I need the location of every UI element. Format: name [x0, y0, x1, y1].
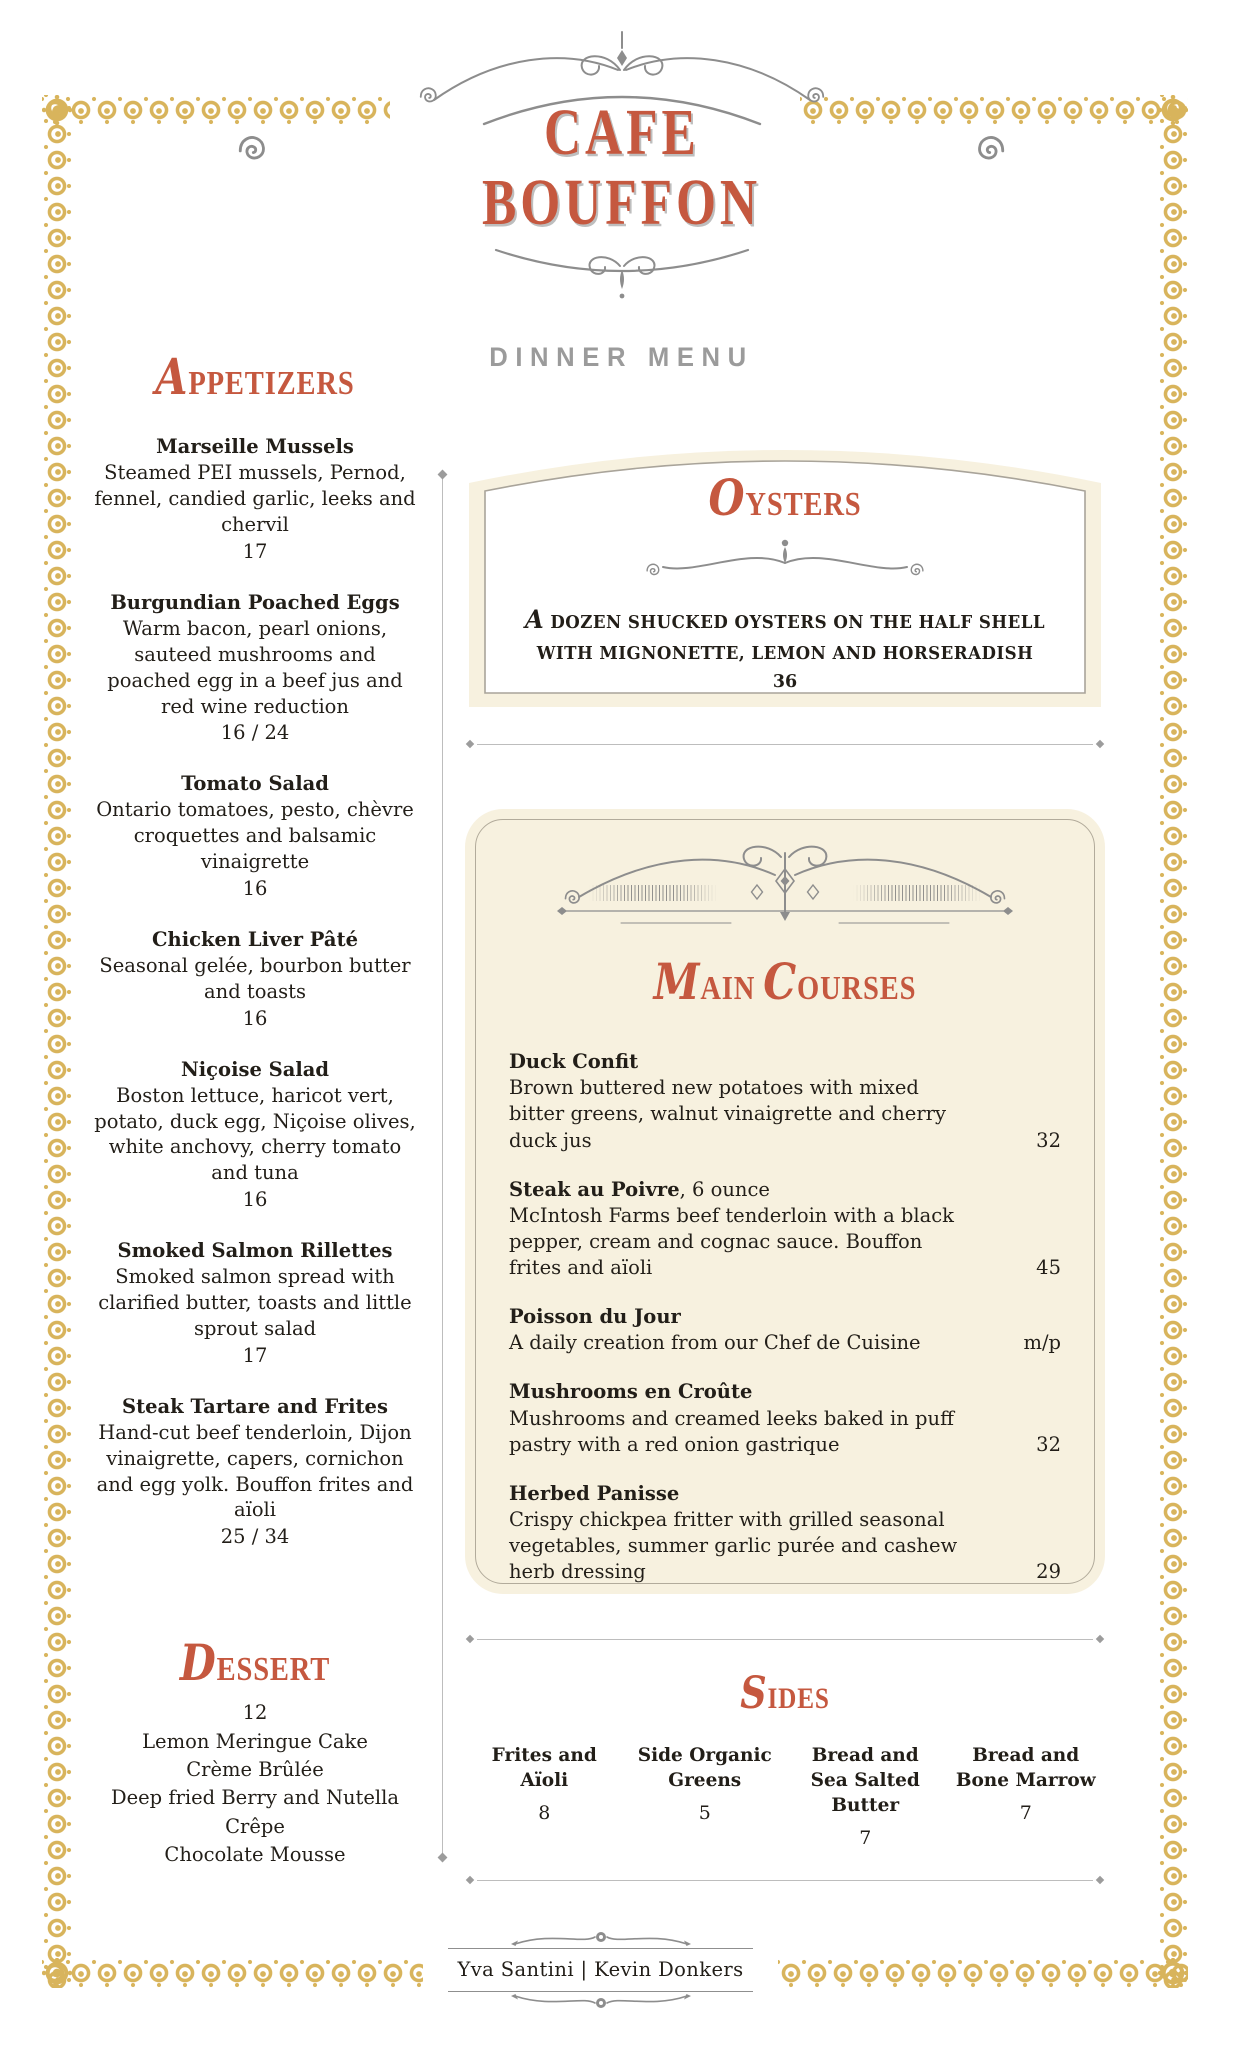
item-description: Mushrooms and creamed leeks baked in puff pastry with a red onion gastrique [509, 1406, 954, 1456]
right-scroll-icon [973, 131, 1007, 165]
item-price: 45 [1036, 1256, 1061, 1280]
dessert-list [90, 1728, 420, 1870]
main-course-item [509, 1304, 1061, 1356]
item-description: Brown buttered new potatoes with mixed bitter greens, walnut vinaigrette and cherry duck jus [509, 1076, 946, 1152]
footer-credits [448, 1928, 753, 2012]
item-description: McIntosh Farms beef tenderloin with a black pepper, cream and cognac sauce. Bouffon frites and aïoli [509, 1203, 954, 1280]
item-name: Steak Tartare and Frites [122, 1394, 388, 1418]
menu-title: DINNER MENU [489, 342, 754, 372]
item-price: 7 [1019, 1801, 1032, 1824]
item-description: Ontario tomatoes, pesto, chèvre croquettes and balsamic vinaigrette [96, 798, 414, 874]
item-name: Bread and Sea Salted Butter [810, 1744, 920, 1816]
chef-names: Yva Santini | Kevin Donkers [457, 1958, 744, 1981]
appetizer-item [90, 1238, 420, 1369]
dessert-price: 12 [242, 1700, 268, 1724]
item-name: Herbed Panisse [509, 1481, 680, 1505]
item-name: Poisson du Jour [509, 1305, 681, 1329]
item-description: Boston lettuce, haricot vert, potato, duck egg, Niçoise olives, white anchovy, cherry tomato and tuna [94, 1083, 416, 1185]
appetizer-item [90, 927, 420, 1032]
side-item [632, 1744, 779, 1852]
side-item [792, 1744, 939, 1852]
left-scroll-icon [236, 131, 270, 165]
main-course-item [509, 1177, 1061, 1282]
item-price: 7 [859, 1826, 872, 1849]
item-description: Hand-cut beef tenderloin, Dijon vinaigrette, capers, cornichon and egg yolk. Bouffon frites and aïoli [96, 1420, 414, 1522]
appetizer-item [90, 590, 420, 747]
footer-flourish-bottom-icon [501, 1992, 701, 2012]
item-price: 16 [242, 1188, 268, 1212]
oysters-panel [465, 427, 1105, 707]
header [0, 26, 1243, 373]
dessert-item: Chocolate Mousse [164, 1843, 346, 1867]
side-item [471, 1744, 618, 1852]
item-price: 5 [698, 1801, 711, 1824]
item-name: Niçoise Salad [180, 1057, 330, 1081]
oysters-description-line1: A DOZEN SHUCKED OYSTERS ON THE HALF SHELL [524, 604, 1046, 635]
item-description: A daily creation from our Chef de Cuisine [509, 1331, 921, 1355]
item-price: 16 [242, 877, 268, 901]
main-courses-flourish-icon [535, 835, 1035, 935]
section-divider [467, 1877, 1103, 1883]
side-item [953, 1744, 1100, 1852]
item-name: Mushrooms en Croûte [509, 1380, 753, 1404]
appetizer-item [90, 771, 420, 902]
oysters-title: OYSTERS [708, 469, 862, 527]
right-column [465, 350, 1105, 1883]
appetizer-item [90, 1394, 420, 1551]
item-price: 17 [242, 539, 268, 563]
gold-border-bottom-left [42, 1958, 423, 1988]
brand-row [0, 96, 1243, 169]
dessert-title: DESSERT [179, 1634, 331, 1693]
gold-corner-rosette [1158, 1958, 1188, 1988]
sides-title: SIDES [740, 1668, 830, 1719]
gold-corner-rosette [42, 1958, 72, 1988]
gold-border-bottom-right [778, 1958, 1188, 1988]
column-divider [442, 475, 443, 1857]
dessert-item: Lemon Meringue Cake [142, 1729, 368, 1753]
item-description: Smoked salmon spread with clarified butter, toasts and little sprout salad [98, 1265, 412, 1340]
item-price: 8 [538, 1801, 551, 1824]
section-divider [467, 1636, 1103, 1642]
appetizer-item [90, 1057, 420, 1214]
item-price: 29 [1036, 1560, 1061, 1584]
main-course-item [509, 1049, 1061, 1154]
item-price: 16 / 24 [220, 721, 290, 745]
item-name: Smoked Salmon Rillettes [117, 1239, 393, 1263]
item-price: m/p [1023, 1331, 1061, 1355]
main-courses-title: MAIN COURSES [653, 953, 917, 1011]
item-description: Steamed PEI mussels, Pernod, fennel, candied garlic, leeks and chervil [94, 461, 416, 536]
footer-flourish-top-icon [501, 1928, 701, 1948]
appetizers-section [90, 350, 420, 1870]
gold-border-right [1158, 95, 1188, 1988]
item-description: Seasonal gelée, bourbon butter and toasts [99, 953, 411, 1003]
sides-grid [465, 1744, 1105, 1852]
gold-border-left [42, 95, 72, 1988]
appetizers-title: APPETIZERS [155, 348, 355, 406]
section-divider [467, 741, 1103, 747]
oysters-price: 36 [772, 671, 798, 692]
item-price: 17 [242, 1343, 268, 1367]
item-name: Burgundian Poached Eggs [110, 590, 400, 614]
brand-name-line2: BOUFFON [482, 166, 761, 239]
logo-flourish-bottom-icon [472, 240, 772, 302]
item-name: Chicken Liver Pâté [152, 927, 358, 951]
item-name-suffix: , 6 ounce [679, 1177, 770, 1201]
item-name: Tomato Salad [181, 772, 329, 796]
item-name: Duck Confit [509, 1050, 639, 1074]
sides-section [465, 1670, 1105, 1851]
oysters-description-line2: WITH MIGNONETTE, LEMON AND HORSERADISH [536, 643, 1034, 664]
item-price: 32 [1036, 1432, 1061, 1456]
item-name: Marseille Mussels [156, 435, 354, 459]
main-course-item [509, 1379, 1061, 1457]
item-name: Side Organic Greens [637, 1744, 772, 1791]
dessert-item: Deep fried Berry and Nutella Crêpe [110, 1786, 400, 1838]
main-course-item [509, 1481, 1061, 1586]
menu-columns [90, 350, 1105, 1883]
brand-name-line1: CAFE [543, 96, 700, 169]
dessert-section [90, 1636, 420, 1870]
item-price: 16 [242, 1006, 268, 1030]
item-name: Frites and Aïoli [491, 1744, 597, 1791]
item-price: 25 / 34 [220, 1525, 290, 1549]
appetizers-list [90, 434, 420, 1550]
item-price: 32 [1036, 1128, 1061, 1152]
dessert-item: Crème Brûlée [186, 1758, 324, 1782]
bracket-ornament-icon [635, 535, 935, 587]
item-description: Warm bacon, pearl onions, sauteed mushrooms and poached egg in a beef jus and red wine reduction [107, 616, 403, 718]
item-description: Crispy chickpea fritter with grilled seasonal vegetables, summer garlic purée and cashew herb dressing [509, 1507, 958, 1584]
item-name: Steak au Poivre [509, 1177, 680, 1201]
item-name: Bread and Bone Marrow [955, 1744, 1096, 1791]
main-courses-panel [465, 809, 1105, 1594]
appetizer-item [90, 434, 420, 565]
main-courses-list [509, 1049, 1061, 1585]
